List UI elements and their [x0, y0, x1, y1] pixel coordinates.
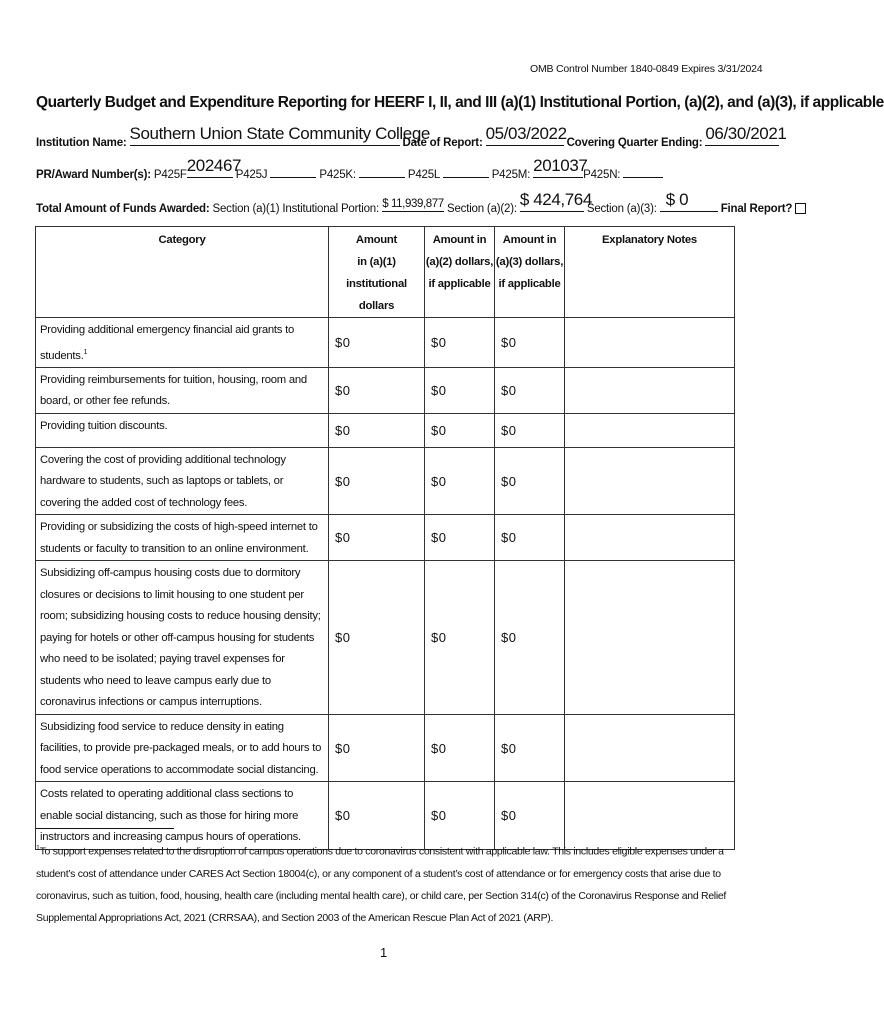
p425l-field[interactable] [443, 163, 489, 178]
notes-cell[interactable] [565, 447, 735, 515]
omb-control-number: OMB Control Number 1840-0849 Expires 3/31/2024 [530, 63, 763, 75]
header-a3 [495, 227, 565, 318]
footnote-divider [36, 828, 174, 829]
total-row [36, 190, 806, 215]
date-value: 05/03/2022 [485, 124, 567, 143]
amount-a2-cell[interactable]: $0 [425, 413, 495, 447]
amount-a1-cell[interactable]: $0 [329, 318, 425, 368]
quarter-label: Covering Quarter Ending: [566, 137, 703, 149]
amount-a3-cell[interactable]: $0 [495, 714, 565, 782]
header-category: Category [36, 227, 329, 318]
amount-a2-cell[interactable]: $0 [425, 515, 495, 561]
row-category: Providing tuition discounts. [36, 413, 329, 447]
amount-a1-cell[interactable]: $0 [329, 367, 425, 413]
p425j-label: P425J [235, 169, 268, 181]
amount-a3-cell[interactable]: $0 [495, 782, 565, 850]
date-field[interactable] [485, 124, 567, 146]
footnote-text: To support expenses related to the disruption of campus operations due to coronavirus consistent with applicable law. This includes eligible expenses under a student’s cost of attendance under CARES Act Section 18004(c), or any component of a student’s cost of attendance or for emergency costs that arise due to coronavirus, such as tuition, food, housing, health care (including mental health care), or child care, per Section 314(c) of the Coronavirus Response and Relief Supplemental Appropriations Act, 2021 (CRRSAA), and Section 2003 of the American Rescue Plan Act of 2021 (ARP). [36, 845, 727, 924]
a1-field[interactable] [382, 197, 444, 212]
row-category-text: Providing additional emergency financial aid grants to students. [40, 324, 295, 362]
p425l-label: P425L [407, 169, 440, 181]
header-a2-line2: (a)(2) dollars, [425, 256, 494, 268]
institution-value: Southern Union State Community College [129, 124, 430, 143]
table-row [36, 367, 735, 413]
p425m-field[interactable] [533, 156, 588, 178]
final-report-label: Final Report? [720, 203, 793, 215]
p425f-label: P425F [153, 169, 187, 181]
p425k-label: P425K: [319, 169, 356, 181]
amount-a2-cell[interactable]: $0 [425, 367, 495, 413]
notes-cell[interactable] [565, 714, 735, 782]
amount-a2-cell[interactable]: $0 [425, 782, 495, 850]
page-title: Quarterly Budget and Expenditure Reporting for HEERF I, II, and III (a)(1) Institutional Portion, (a)(2), and (a)(3), if applicable [36, 94, 884, 111]
page-number: 1 [380, 945, 388, 960]
row-category: Subsidizing off-campus housing costs due to dormitory closures or decisions to limit housing to one student per room; subsidizing housing costs to reduce housing density; paying for hotels or other off-campus housing for students who need to be isolated; paying travel expenses for students who need to leave campus early due to coronavirus infections or campus interruptions. [36, 561, 329, 715]
amount-a1-cell[interactable]: $0 [329, 515, 425, 561]
a1-label: Section (a)(1) Institutional Portion: [212, 203, 379, 215]
amount-a2-cell[interactable]: $0 [425, 561, 495, 715]
table-row [36, 447, 735, 515]
a3-value: $ 0 [665, 190, 689, 209]
institution-label: Institution Name: [36, 137, 127, 149]
p425n-field[interactable] [623, 163, 663, 178]
amount-a2-cell[interactable]: $0 [425, 714, 495, 782]
row-category: Providing or subsidizing the costs of high-speed internet to students or faculty to transition to an online environment. [36, 515, 329, 561]
notes-cell[interactable] [565, 367, 735, 413]
header-a3-line2: (a)(3) dollars, [495, 256, 564, 268]
table-row [36, 318, 735, 368]
header-a1 [329, 227, 425, 318]
p425k-field[interactable] [359, 163, 405, 178]
a3-label: Section (a)(3): [586, 203, 657, 215]
amount-a1-cell[interactable]: $0 [329, 413, 425, 447]
amount-a2-cell[interactable]: $0 [425, 447, 495, 515]
row-category: Subsidizing food service to reduce density in eating facilities, to provide pre-packaged meals, or to add hours to food service operations to accommodate social distancing. [36, 714, 329, 782]
total-label: Total Amount of Funds Awarded: [36, 203, 210, 215]
quarter-field[interactable] [705, 124, 787, 146]
header-a3-line3: if applicable [498, 278, 561, 290]
header-a1-line3: institutional dollars [346, 278, 407, 312]
table-row [36, 413, 735, 447]
a1-value: $ 11,939,877 [382, 198, 444, 210]
amount-a3-cell[interactable]: $0 [495, 318, 565, 368]
a3-field[interactable] [660, 190, 718, 212]
p425f-value: 202467 [186, 156, 242, 175]
date-label: Date of Report: [402, 137, 483, 149]
a2-field[interactable] [519, 190, 592, 212]
award-label: PR/Award Number(s): [36, 169, 151, 181]
institution-field[interactable] [129, 124, 430, 146]
footnote-number: 1 [36, 845, 40, 852]
row-category: Providing reimbursements for tuition, housing, room and board, or other fee refunds. [36, 367, 329, 413]
notes-cell[interactable] [565, 318, 735, 368]
p425f-field[interactable] [186, 156, 242, 178]
header-notes: Explanatory Notes [565, 227, 735, 318]
amount-a1-cell[interactable]: $0 [329, 714, 425, 782]
header-a3-line1: Amount in [502, 234, 557, 246]
header-a1-line2: in (a)(1) [357, 256, 396, 268]
table-row [36, 515, 735, 561]
amount-a3-cell[interactable]: $0 [495, 447, 565, 515]
amount-a3-cell[interactable]: $0 [495, 515, 565, 561]
header-a1-line1: Amount [355, 234, 398, 246]
row-category: Costs related to operating additional class sections to enable social distancing, such as those for hiring more instructors and increasing campus hours of operations. [36, 782, 329, 850]
amount-a1-cell[interactable]: $0 [329, 561, 425, 715]
amount-a2-cell[interactable]: $0 [425, 318, 495, 368]
institution-row [36, 124, 787, 149]
footnote-marker: 1 [83, 348, 88, 356]
amount-a3-cell[interactable]: $0 [495, 561, 565, 715]
a2-label: Section (a)(2): [446, 203, 517, 215]
header-a2 [425, 227, 495, 318]
a2-value: $ 424,764 [519, 190, 592, 209]
award-row [36, 156, 663, 181]
p425j-field[interactable] [270, 163, 316, 178]
table-row [36, 561, 735, 715]
quarter-value: 06/30/2021 [705, 124, 787, 143]
amount-a1-cell[interactable]: $0 [329, 447, 425, 515]
notes-cell[interactable] [565, 413, 735, 447]
row-category: Covering the cost of providing additional technology hardware to students, such as laptops or tablets, or covering the added cost of technology fees. [36, 447, 329, 515]
amount-a3-cell[interactable]: $0 [495, 413, 565, 447]
footnote [36, 838, 742, 929]
p425n-label: P425N: [583, 169, 621, 181]
notes-cell[interactable] [565, 561, 735, 715]
header-a2-line3: if applicable [428, 278, 491, 290]
final-report-checkbox[interactable] [795, 203, 806, 214]
amount-a3-cell[interactable]: $0 [495, 367, 565, 413]
notes-cell[interactable] [565, 515, 735, 561]
table-row [36, 714, 735, 782]
table-header-row [36, 227, 735, 318]
p425m-value: 201037 [533, 156, 588, 175]
p425m-label: P425M: [491, 169, 531, 181]
amount-a1-cell[interactable]: $0 [329, 782, 425, 850]
row-category [36, 318, 329, 368]
expenditure-table [35, 226, 735, 850]
header-a2-line1: Amount in [432, 234, 487, 246]
